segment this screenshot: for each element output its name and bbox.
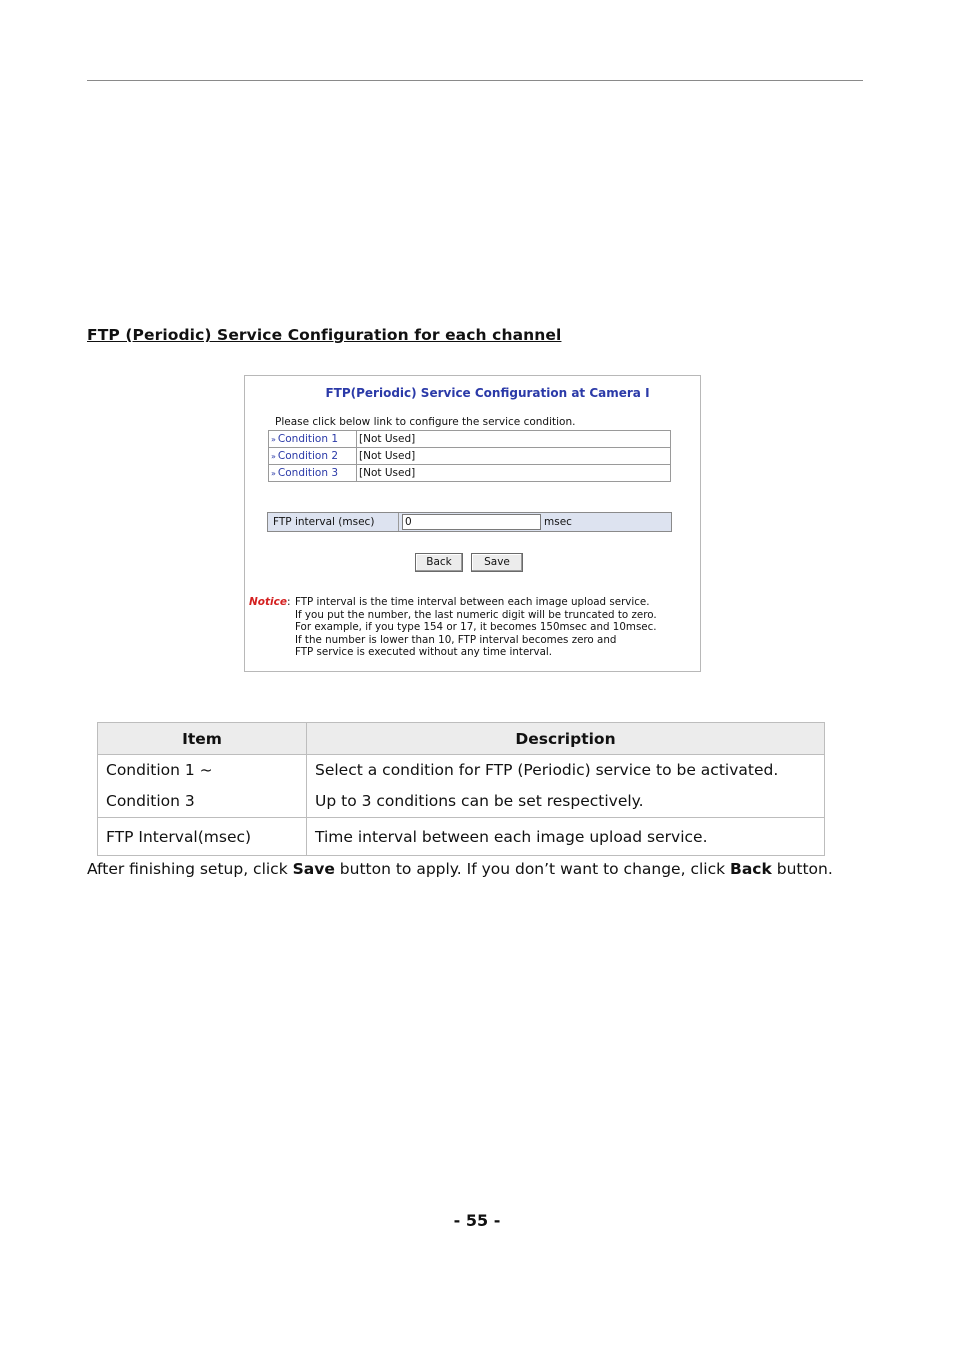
notice-text <box>295 596 657 659</box>
save-keyword: Save <box>292 860 335 878</box>
divider <box>398 513 399 531</box>
description-text: Up to 3 conditions can be set respectively. <box>315 792 644 810</box>
notice-line: If the number is lower than 10, FTP interval becomes zero and <box>295 633 617 646</box>
header-description: Description <box>307 723 825 755</box>
table-row <box>98 818 825 856</box>
condition-3-link[interactable] <box>269 465 357 482</box>
notice-label: Notice <box>249 596 287 608</box>
condition-table <box>268 430 671 482</box>
notice-colon: : <box>287 596 291 608</box>
item-text: Condition 3 <box>106 792 195 810</box>
ftp-config-screenshot <box>244 375 701 672</box>
panel-title: FTP(Periodic) Service Configuration at Camera I <box>325 386 650 400</box>
notice-line: FTP interval is the time interval between each image upload service. <box>295 596 650 608</box>
header-item: Item <box>98 723 307 755</box>
save-button[interactable]: Save <box>471 553 523 572</box>
notice-line: FTP service is executed without any time interval. <box>295 646 553 658</box>
panel-instruction: Please click below link to configure the service condition. <box>275 416 576 428</box>
ftp-interval-input[interactable] <box>402 514 541 530</box>
condition-link-label: Condition 3 <box>277 467 339 479</box>
description-cell: Time interval between each image upload service. <box>307 818 825 856</box>
condition-link-label: Condition 2 <box>277 450 339 462</box>
ftp-interval-label: FTP interval (msec) <box>273 516 375 528</box>
notice-line: If you put the number, the last numeric digit will be truncated to zero. <box>295 608 657 621</box>
double-chevron-icon: » <box>271 452 276 461</box>
description-cell <box>307 755 825 818</box>
condition-row <box>269 431 671 448</box>
double-chevron-icon: » <box>271 469 276 478</box>
table-row <box>98 755 825 818</box>
ftp-interval-row <box>267 512 672 532</box>
item-description-table <box>97 722 825 856</box>
section-heading: FTP (Periodic) Service Configuration for each channel <box>87 326 562 344</box>
header-rule <box>87 80 863 81</box>
back-keyword: Back <box>730 860 772 878</box>
condition-2-link[interactable] <box>269 448 357 465</box>
back-button[interactable]: Back <box>415 553 463 572</box>
condition-status: [Not Used] <box>357 431 671 448</box>
text-span: button. <box>771 860 833 878</box>
page-number: - 55 - <box>453 1211 501 1230</box>
ftp-interval-unit: msec <box>544 516 572 528</box>
condition-row <box>269 448 671 465</box>
notice-line: For example, if you type 154 or 17, it becomes 150msec and 10msec. <box>295 621 657 633</box>
condition-status: [Not Used] <box>357 448 671 465</box>
text-span: button to apply. If you don’t want to change, click <box>334 860 731 878</box>
text-span: After finishing setup, click <box>87 860 293 878</box>
instruction-paragraph <box>87 860 833 878</box>
condition-link-label: Condition 1 <box>277 433 339 445</box>
item-text: Condition 1 ~ <box>106 761 213 779</box>
table-header-row <box>98 723 825 755</box>
description-text: Select a condition for FTP (Periodic) service to be activated. <box>315 761 779 779</box>
condition-status: [Not Used] <box>357 465 671 482</box>
double-chevron-icon: » <box>271 435 276 444</box>
condition-row <box>269 465 671 482</box>
condition-1-link[interactable] <box>269 431 357 448</box>
item-cell <box>98 755 307 818</box>
item-cell: FTP Interval(msec) <box>98 818 307 856</box>
